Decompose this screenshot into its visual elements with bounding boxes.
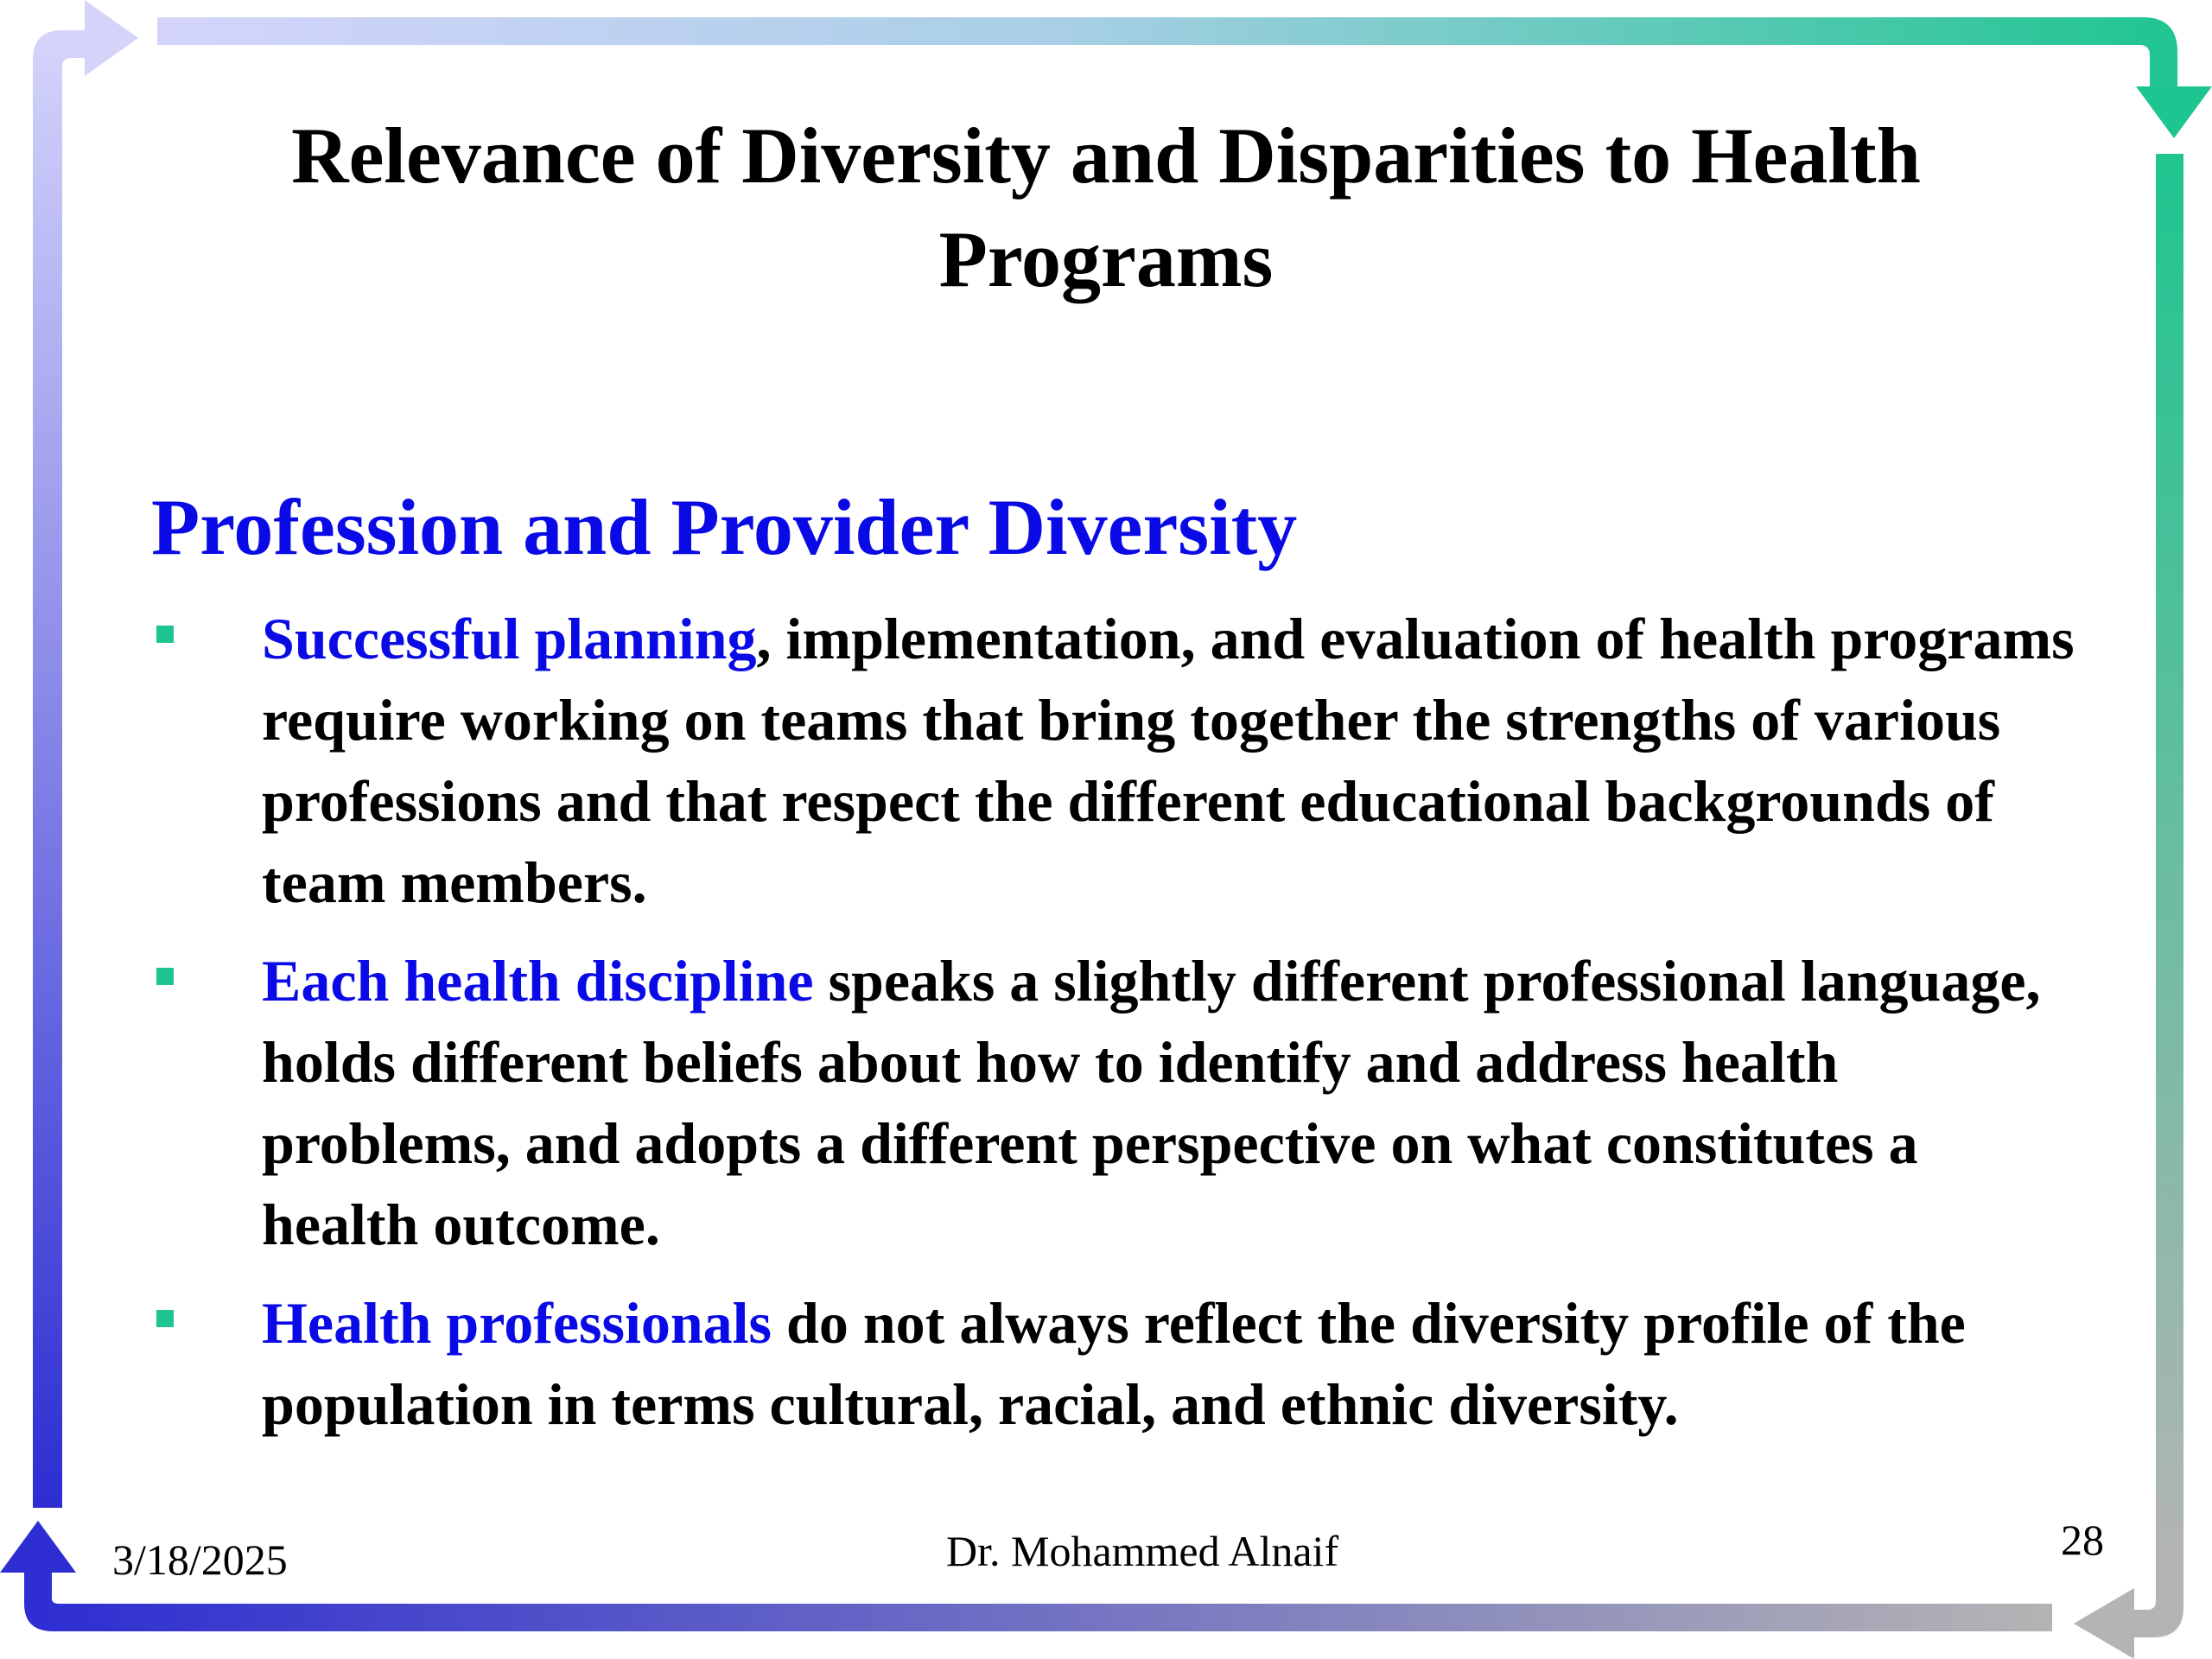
bullet-highlight: Successful planning bbox=[262, 606, 757, 671]
bullet-highlight: Health professionals bbox=[262, 1290, 772, 1356]
page-number: 28 bbox=[2061, 1516, 2104, 1564]
slide-title bbox=[156, 104, 2056, 311]
slide-title-line2: Programs bbox=[938, 215, 1274, 303]
top-left-arrow bbox=[33, 0, 138, 1508]
bullet-item bbox=[151, 940, 2087, 1265]
footer-author: Dr. Mohammed Alnaif bbox=[946, 1527, 1339, 1575]
slide-title-line1: Relevance of Diversity and Disparities to Health bbox=[291, 111, 1921, 200]
bullet-text: , implementation, and evaluation of health programs require working on teams that bring together the strengths of various professions and that respect the different educational backgrounds of team members. bbox=[262, 606, 2075, 915]
section-heading: Profession and Provider Diversity bbox=[151, 483, 1298, 571]
bullet-item bbox=[151, 598, 2087, 923]
bullet-item bbox=[151, 1282, 2087, 1445]
footer-date: 3/18/2025 bbox=[112, 1535, 288, 1584]
square-bullet-icon bbox=[156, 626, 174, 643]
bullet-text: do not always reflect the diversity profile of the population in terms cultural, racial, and ethnic diversity. bbox=[262, 1290, 1966, 1437]
square-bullet-icon bbox=[156, 1310, 174, 1327]
bullet-highlight: Each health discipline bbox=[262, 948, 814, 1014]
square-bullet-icon bbox=[156, 968, 174, 985]
bullet-list bbox=[151, 598, 2087, 1462]
right-bottom-arrow bbox=[2074, 154, 2183, 1659]
bullet-text: speaks a slightly different professional language, holds different beliefs about how to identify and address health problems, and adopts a different perspective on what constitutes a health outcome. bbox=[262, 948, 2041, 1257]
